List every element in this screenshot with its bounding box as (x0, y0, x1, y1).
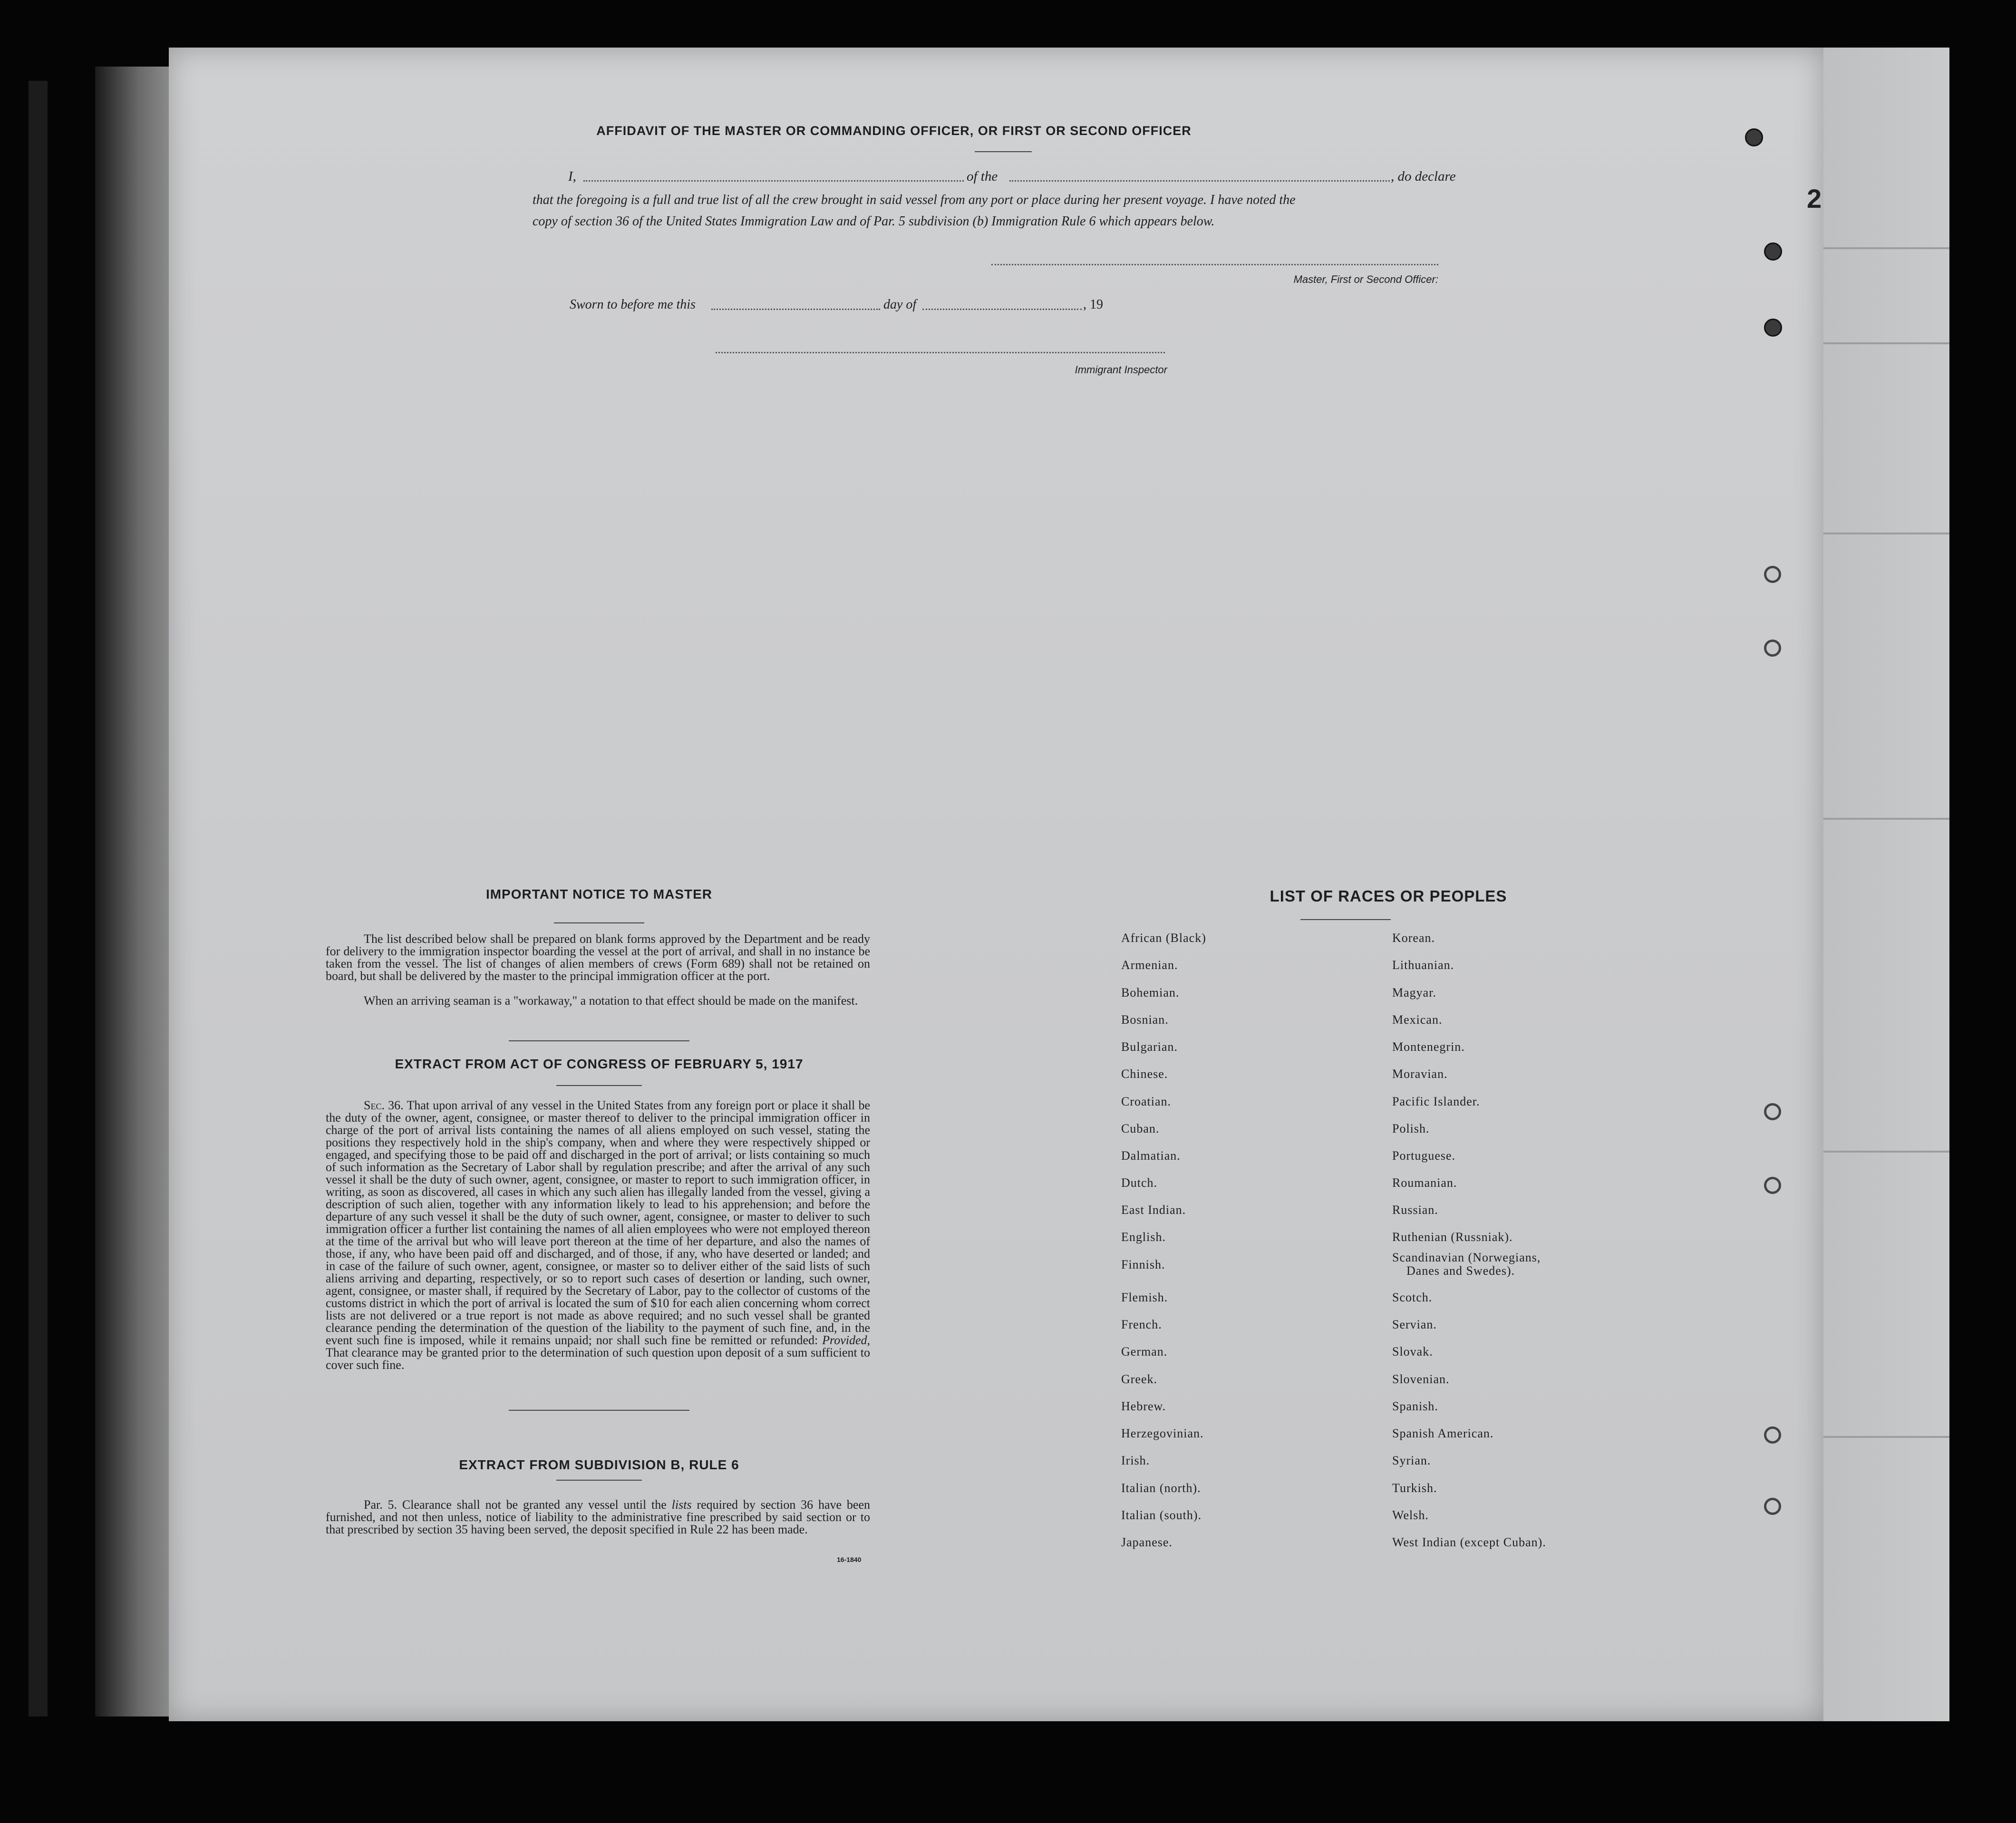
rule-extract-title-rule (556, 1480, 642, 1481)
master-name-field[interactable] (583, 180, 964, 182)
top-left-bleed (29, 81, 48, 1716)
race-item: West Indian (except Cuban). (1392, 1535, 1546, 1549)
race-item: Greek. (1121, 1372, 1158, 1386)
notice-title-rule (554, 922, 644, 923)
race-item: Mexican. (1392, 1013, 1443, 1027)
notice-paragraph-1: The list described below shall be prepared on blank forms approved by the Department and be ready for delivery to the immigration inspector boarding the vessel at the port of arrival, and shall in no instance be taken from the vessel. The list of changes of alien members of crews (Form 689) shall not be retained on board, but shall be delivered by the master to the principal immigration officer at the port. (326, 932, 870, 983)
sheet-rule-line (1812, 1151, 1949, 1153)
race-item: Montenegrin. (1392, 1040, 1465, 1054)
race-item: Cuban. (1121, 1122, 1160, 1135)
affidavit-of-the-label: of the (967, 169, 998, 184)
race-item: Irish. (1121, 1454, 1150, 1467)
race-item: Danes and Swedes). (1406, 1264, 1515, 1278)
race-item: Herzegovinian. (1121, 1426, 1204, 1440)
sworn-month-field[interactable] (922, 309, 1082, 310)
affidavit-title-rule (975, 151, 1032, 152)
binder-ring-hole (1764, 1103, 1781, 1120)
sheet-rule-line (1812, 342, 1949, 344)
race-item: Scotch. (1392, 1290, 1433, 1304)
corner-page-mark: 2 (1807, 184, 1822, 213)
race-item: Dutch. (1121, 1176, 1158, 1190)
race-item: Hebrew. (1121, 1399, 1166, 1413)
race-item: Bulgarian. (1121, 1040, 1178, 1054)
races-title: LIST OF RACES OR PEOPLES (1270, 887, 1507, 905)
punch-hole (1745, 128, 1763, 146)
race-item: Magyar. (1392, 986, 1436, 999)
act-extract-title: EXTRACT FROM ACT OF CONGRESS OF FEBRUARY 5, 1917 (395, 1057, 804, 1071)
race-item: Welsh. (1392, 1508, 1429, 1522)
race-item: Bohemian. (1121, 986, 1180, 999)
race-item: Roumanian. (1392, 1176, 1457, 1190)
binder-ring-hole (1764, 640, 1781, 657)
rule-extract-title: EXTRACT FROM SUBDIVISION B, RULE 6 (459, 1457, 739, 1472)
race-item: Chinese. (1121, 1067, 1168, 1081)
race-item: Japanese. (1121, 1535, 1173, 1549)
affidavit-line1 (568, 169, 1457, 188)
race-item: Polish. (1392, 1122, 1430, 1135)
sheet-rule-line (1812, 247, 1949, 249)
binder-ring-hole (1764, 1177, 1781, 1194)
binder-ring-hole (1764, 1426, 1781, 1444)
race-item: Slovak. (1392, 1345, 1433, 1358)
race-item: Portuguese. (1392, 1149, 1456, 1163)
race-item: Ruthenian (Russniak). (1392, 1230, 1513, 1244)
race-item: Slovenian. (1392, 1372, 1450, 1386)
act-extract-divider (509, 1410, 689, 1411)
affidavit-line2: that the foregoing is a full and true list of all the crew brought in said vessel from any port or place during her present voyage. I have noted the (533, 193, 1296, 207)
affidavit-i-label: I, (568, 169, 576, 184)
affidavit-declare-label: , do declare (1391, 169, 1456, 184)
sheet-rule-line (1812, 1436, 1949, 1438)
year-label: , 19 (1083, 297, 1103, 312)
race-item: Dalmatian. (1121, 1149, 1181, 1163)
race-item: Italian (north). (1121, 1481, 1201, 1495)
affidavit-title: AFFIDAVIT OF THE MASTER OR COMMANDING OFFICER, OR FIRST OR SECOND OFFICER (596, 124, 1192, 138)
race-item: East Indian. (1121, 1203, 1186, 1217)
notice-title: IMPORTANT NOTICE TO MASTER (485, 887, 713, 902)
act-extract-title-rule (556, 1085, 642, 1086)
sheet-rule-line (1812, 818, 1949, 820)
punch-hole (1764, 242, 1782, 261)
left-binding-edge (95, 67, 169, 1716)
punch-hole (1764, 319, 1782, 337)
race-item: Pacific Islander. (1392, 1095, 1480, 1108)
section-36-text-end: That clearance may be granted prior to the determination of such question upon deposit of a sum sufficient to cover such fine. (326, 1346, 870, 1372)
officer-signature-label: Master, First or Second Officer: (1293, 273, 1438, 285)
races-title-rule (1300, 919, 1391, 920)
vessel-name-field[interactable] (1009, 180, 1390, 182)
race-item: Flemish. (1121, 1290, 1168, 1304)
sworn-label: Sworn to before me this (570, 297, 696, 312)
lists-word: lists (671, 1498, 692, 1512)
sworn-line (570, 297, 1140, 316)
race-item: Scandinavian (Norwegians, (1392, 1251, 1541, 1264)
race-item: Korean. (1392, 931, 1435, 945)
race-item: Finnish. (1121, 1258, 1165, 1271)
par-5-text-a: Par. 5. Clearance shall not be granted any vessel until the (364, 1498, 667, 1512)
race-item: Spanish American. (1392, 1426, 1494, 1440)
race-item: Lithuanian. (1392, 958, 1454, 972)
officer-signature-field[interactable] (991, 264, 1438, 265)
race-item: Bosnian. (1121, 1013, 1169, 1027)
race-item: German. (1121, 1345, 1168, 1358)
race-item: Moravian. (1392, 1067, 1448, 1081)
notice-paragraph-2: When an arriving seaman is a "workaway," a notation to that effect should be made on the manifest. (364, 994, 858, 1008)
sworn-day-field[interactable] (711, 309, 880, 310)
section-label: Sec. 36. (364, 1098, 404, 1112)
race-item: Armenian. (1121, 958, 1178, 972)
race-item: Syrian. (1392, 1454, 1431, 1467)
day-of-label: day of (883, 297, 917, 312)
affidavit-line3: copy of section 36 of the United States Immigration Law and of Par. 5 subdivision (b) Immigration Rule 6 which appears below. (533, 214, 1215, 229)
race-item: English. (1121, 1230, 1166, 1244)
race-item: French. (1121, 1318, 1162, 1331)
race-item: Croatian. (1121, 1095, 1172, 1108)
par-5-text-b: required by section 36 have been furnished, and not then unless, notice of liability to the administrative fine prescribed by said section or to that prescribed by section 35 having been served, the deposit specified in Rule 22 has been made. (326, 1498, 871, 1536)
act-extract-text (326, 1099, 870, 1371)
section-36-text: That upon arrival of any vessel in the United States from any foreign port or place it shall be the duty of the owner, agent, consignee, or master thereof to deliver to the principal immigration officer in charge of the port of arrival lists containing the names of all aliens employed on such vessel, stating the positions they respectively hold in the ship's company, when and where they were respectively shipped or engaged, and specifying those to be paid off and discharged in the port of arrival; or lists containing so much of such information as the Secretary of Labor shall by regulation prescribe; and after the arrival of any such vessel it shall be the duty of such owner, agent, consignee, or master to report to such immigration officer, in writing, as soon as discovered, all cases in which any such alien has illegally landed from the vessel, giving a description of such alien, together with any information likely to lead to his apprehension; and before the departure of any such vessel it shall be the duty of such owner, agent, consignee, or master to deliver to such immigration officer a further list containing the names of all alien employees who were not employed thereon at the time of the arrival but who will leave port thereon at the time of her departure, and also the names of those, if any, who have been paid off and discharged, and of those, if any, who have deserted or landed; and in case of the failure of such owner, agent, consignee, or master so to deliver either of the said lists of such aliens arriving and departing, respectively, or so to report such cases of desertion or landing, such owner, agent, consignee, or master shall, if required by the Secretary of Labor, pay to the collector of customs of the customs district in which the port of arrival is located the sum of $10 for each alien concerning whom correct lists are not delivered or a true report is not made as above required; and no such vessel shall be granted clearance pending the determination of the question of the liability to the payment of such fine, and, in the event such fine is imposed, while it remains unpaid; nor shall such fine be remitted or refunded: (326, 1098, 870, 1347)
provided-word: Provided, (822, 1333, 870, 1347)
inspector-label: Immigrant Inspector (1075, 364, 1167, 376)
race-item: Servian. (1392, 1318, 1437, 1331)
rule-extract-text (326, 1499, 870, 1536)
race-item: African (Black) (1121, 931, 1206, 945)
form-number: 16-1840 (837, 1556, 862, 1563)
sheet-rule-line (1812, 533, 1949, 534)
race-item: Italian (south). (1121, 1508, 1202, 1522)
race-item: Spanish. (1392, 1399, 1438, 1413)
race-item: Russian. (1392, 1203, 1438, 1217)
notice-divider (509, 1040, 689, 1041)
binder-ring-hole (1764, 566, 1781, 583)
race-item: Turkish. (1392, 1481, 1437, 1495)
underlying-sheet (1807, 48, 1949, 1721)
binder-ring-hole (1764, 1498, 1781, 1515)
inspector-signature-field[interactable] (716, 352, 1165, 353)
